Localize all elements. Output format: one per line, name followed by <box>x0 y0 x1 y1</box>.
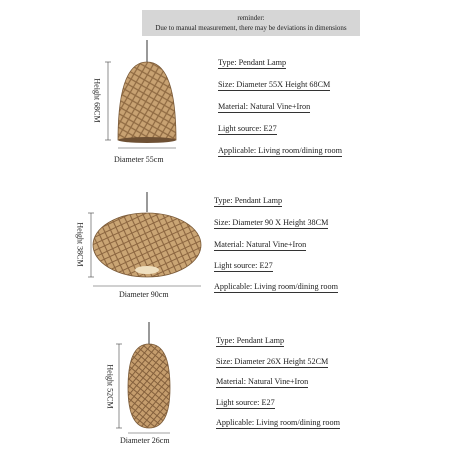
height-label: Height 52CM <box>105 364 115 409</box>
diameter-label: Diameter 90cm <box>119 290 169 299</box>
spec-light-source: Light source: E27 <box>214 261 273 270</box>
reminder-text: Due to manual measurement, there may be deviations in dimensions <box>155 24 347 32</box>
height-label: Height 38CM <box>75 222 85 267</box>
spec-applicable: Applicable: Living room/dining room <box>218 146 342 155</box>
spec-size: Size: Diameter 26X Height 52CM <box>216 357 329 366</box>
spec-type: Type: Pendant Lamp <box>216 336 285 345</box>
spec-material: Material: Natural Vine+Iron <box>216 377 309 386</box>
spec-material: Material: Natural Vine+Iron <box>214 240 307 249</box>
spec-type: Type: Pendant Lamp <box>218 58 287 67</box>
spec-applicable: Applicable: Living room/dining room <box>216 418 340 427</box>
spec-size: Size: Diameter 90 X Height 38CM <box>214 218 329 227</box>
spec-light-source: Light source: E27 <box>216 398 275 407</box>
spec-size: Size: Diameter 55X Height 68CM <box>218 80 331 89</box>
spec-applicable: Applicable: Living room/dining room <box>214 282 338 291</box>
height-label: Height 68CM <box>92 78 102 123</box>
diameter-label: Diameter 55cm <box>114 155 164 164</box>
spec-type: Type: Pendant Lamp <box>214 196 283 205</box>
spec-light-source: Light source: E27 <box>218 124 277 133</box>
spec-material: Material: Natural Vine+Iron <box>218 102 311 111</box>
diameter-label: Diameter 26cm <box>120 436 170 445</box>
reminder-title: reminder: <box>237 14 265 22</box>
